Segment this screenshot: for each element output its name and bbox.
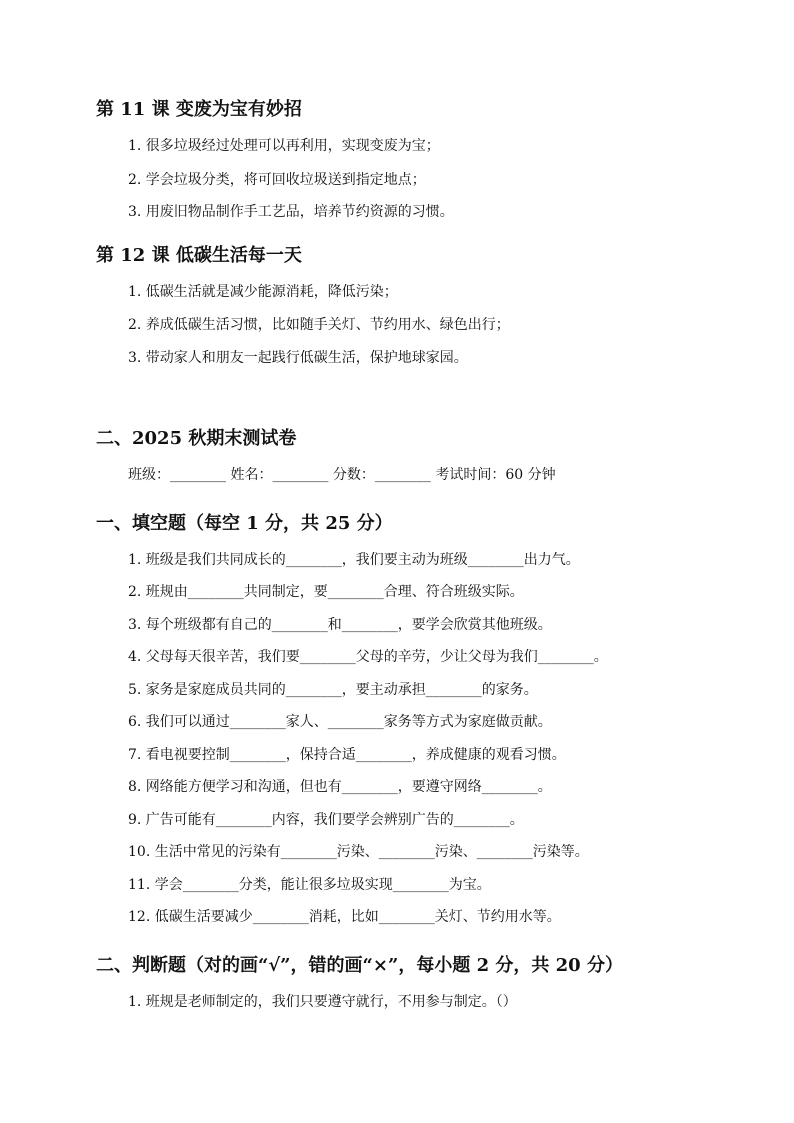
fill-blank-question-1: 1. 班级是我们共同成长的________，我们要主动为班级________出力气。 xyxy=(128,552,580,568)
lesson-12-item-2: 2. 养成低碳生活习惯，比如随手关灯、节约用水、绿色出行； xyxy=(128,317,510,333)
fill-blank-question-2: 2. 班规由________共同制定，要________合理、符合班级实际。 xyxy=(128,584,524,600)
true-false-question-1: 1. 班规是老师制定的，我们只要遵守就行，不用参与制定。（） xyxy=(128,994,517,1010)
fill-blank-question-12: 12. 低碳生活要减少________消耗，比如________关灯、节约用水等。 xyxy=(128,909,561,925)
fill-blank-question-8: 8. 网络能方便学习和沟通，但也有________，要遵守网络________。 xyxy=(128,779,552,795)
lesson-11-item-2: 2. 学会垃圾分类，将可回收垃圾送到指定地点； xyxy=(128,172,426,188)
fill-blank-question-9: 9. 广告可能有________内容，我们要学会辨别广告的________。 xyxy=(128,812,524,828)
fill-blank-question-5: 5. 家务是家庭成员共同的________，要主动承担________的家务。 xyxy=(128,682,538,698)
lesson-11-title: 第 11 课 变废为宝有妙招 xyxy=(96,99,302,120)
lesson-12-item-1: 1. 低碳生活就是减少能源消耗，降低污染； xyxy=(128,284,398,300)
true-false-title: 二、判断题（对的画“√”，错的画“×”，每小题 2 分，共 20 分） xyxy=(96,955,623,976)
fill-blank-question-3: 3. 每个班级都有自己的________和________，要学会欣赏其他班级。 xyxy=(128,617,552,633)
lesson-11-item-1: 1. 很多垃圾经过处理可以再利用，实现变废为宝； xyxy=(128,138,440,154)
fill-blank-question-4: 4. 父母每天很辛苦，我们要________父母的辛劳，少让父母为我们________。 xyxy=(128,649,608,665)
lesson-11-item-3: 3. 用废旧物品制作手工艺品，培养节约资源的习惯。 xyxy=(128,204,454,220)
exam-title: 二、2025 秋期末测试卷 xyxy=(96,428,297,449)
fill-blank-question-10: 10. 生活中常见的污染有________污染、________污染、________污染等。 xyxy=(128,844,589,860)
fill-blank-title: 一、填空题（每空 1 分，共 25 分） xyxy=(96,513,393,534)
lesson-12-item-3: 3. 带动家人和朋友一起践行低碳生活，保护地球家园。 xyxy=(128,350,468,366)
fill-blank-question-11: 11. 学会________分类，能让很多垃圾实现________为宝。 xyxy=(128,877,491,893)
fill-blank-question-6: 6. 我们可以通过________家人、________家务等方式为家庭做贡献。 xyxy=(128,714,552,730)
exam-info-line: 班级：________ 姓名：________ 分数：________ 考试时间：60 分钟 xyxy=(128,467,556,483)
fill-blank-question-7: 7. 看电视要控制________，保持合适________，养成健康的观看习惯。 xyxy=(128,747,566,763)
lesson-12-title: 第 12 课 低碳生活每一天 xyxy=(96,245,302,266)
